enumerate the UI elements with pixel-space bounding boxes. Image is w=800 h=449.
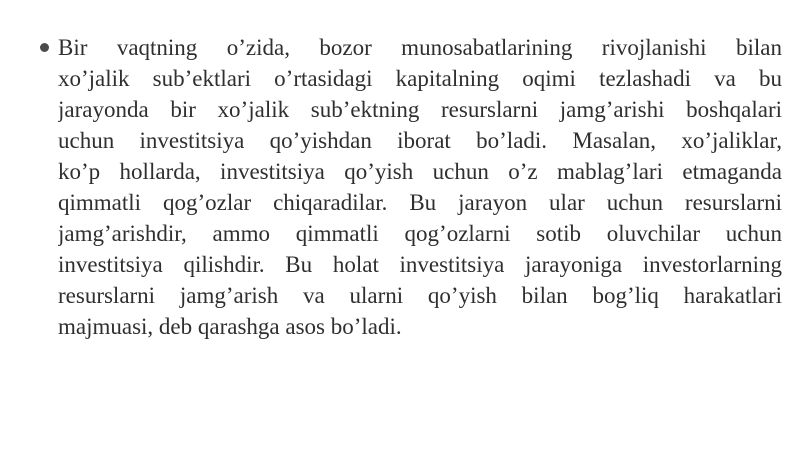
- paragraph-line-2: xo’jalik sub’ektlari o’rtasidagi kapitalning oqimi tezlashadi va bu: [58, 66, 782, 91]
- paragraph-line-5: ko’p hollarda, investitsiya qo’yish uchun o’z mablag’lari etmaganda: [58, 159, 782, 184]
- paragraph-line-9: resurslarni jamg’arish va ularni qo’yish bilan bog’liq harakatlari: [58, 283, 782, 308]
- paragraph-line-10: majmuasi, deb qarashga asos bo’ladi.: [58, 314, 402, 339]
- paragraph-line-8: investitsiya qilishdir. Bu holat investitsiya jarayoniga investorlarning: [58, 252, 782, 277]
- bullet-dot-icon: [40, 43, 49, 52]
- paragraph-line-6: qimmatli qog’ozlar chiqaradilar. Bu jarayon ular uchun resurslarni: [58, 190, 782, 215]
- paragraph-line-7: jamg’arishdir, ammo qimmatli qog’ozlarni sotib oluvchilar uchun: [58, 221, 782, 246]
- paragraph-line-4: uchun investitsiya qo’yishdan iborat bo’ladi. Masalan, xo’jaliklar,: [58, 128, 782, 153]
- paragraph-line-1: Bir vaqtning o’zida, bozor munosabatlarining rivojlanishi bilan: [58, 35, 782, 60]
- paragraph-line-3: jarayonda bir xo’jalik sub’ektning resurslarni jamg’arishi boshqalari: [58, 97, 782, 122]
